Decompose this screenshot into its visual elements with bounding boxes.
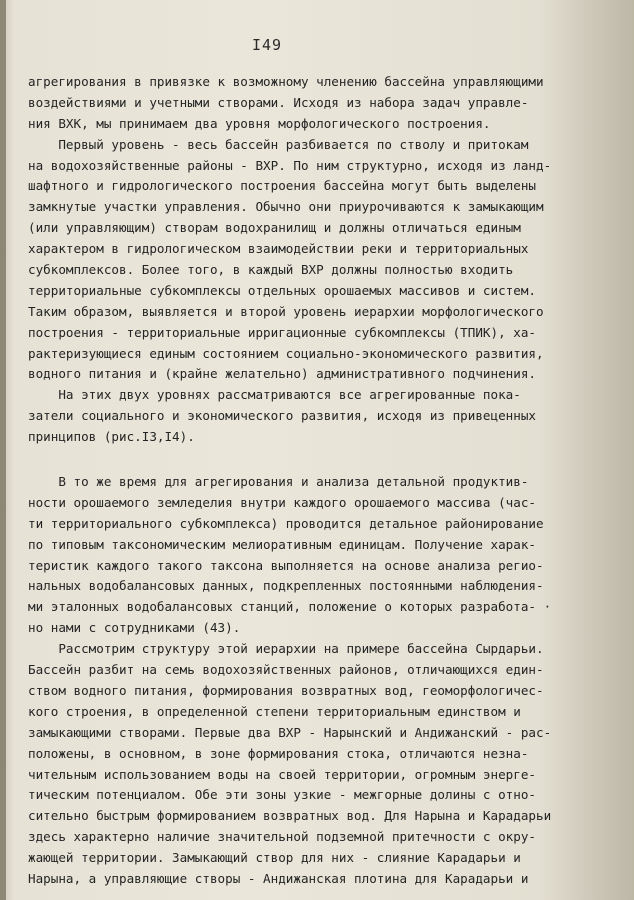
text-line: принципов (рис.I3,I4). [28,429,195,445]
page-edge-shadow [0,0,6,900]
text-line: но нами с сотрудниками (43). [28,620,241,636]
text-line: характером в гидрологическом взаимодействии реки и территориальных [28,241,529,257]
text-line: жающей территории. Замыкающий створ для них - слияние Карадарьи и [28,850,521,866]
text-line: нальных водобалансовых данных, подкрепленных постоянными наблюдения- [28,578,544,594]
text-line: (или управляющим) створам водохранилищ и должны отличаться единым [28,220,521,236]
paragraph [28,639,618,890]
text-line: замыкающими створами. Первые два ВХР - Нарынский и Андижанский - рас- [28,724,552,740]
text-line: водного питания и (крайне желательно) административного подчинения. [28,366,536,382]
paragraph-gap [28,448,618,472]
text-line: положены, в основном, в зоне формирования стока, отличаются незна- [28,745,529,761]
text-line: здесь характерно наличие значительной подземной притечности с окру- [28,829,536,845]
text-line: на водохозяйственные районы - ВХР. По ним структурно, исходя из ланд- [28,157,552,173]
text-line: воздействиями и учетными створами. Исходя из набора задач управле- [28,94,529,110]
text-line: сительно быстрым формированием возвратных вод. Для Нарына и Карадарьи [28,808,552,824]
text-line: ми эталонных водобалансовых станций, положение о которых разработа- · [28,599,552,615]
text-line: затели социального и экономического развития, исходя из привеценных [28,408,536,424]
text-line: Первый уровень - весь бассейн разбивается по стволу и притокам [28,136,529,152]
text-line: В то же время для агрегирования и анализа детальной продуктив- [28,474,529,490]
text-line: На этих двух уровнях рассматриваются все агрегированные пока- [28,387,521,403]
text-line: тическим потенциалом. Обе эти зоны узкие - межгорные долины с отно- [28,787,536,803]
text-line: по типовым таксономическим мелиоративным единицам. Получение харак- [28,536,536,552]
text-line: территориальные субкомплексы отдельных орошаемых массивов и систем. [28,282,536,298]
paragraph [28,385,618,448]
text-line: агрегирования в привязке к возможному членению бассейна управляющими [28,74,544,89]
paragraph [28,472,618,639]
body-text [28,72,618,890]
text-line: рактеризующиеся единым состоянием социально-экономического развития, [28,345,544,361]
text-line: ности орошаемого земледелия внутри каждого орошаемого массива (час- [28,494,536,510]
text-line: замкнутые участки управления. Обычно они приурочиваются к замыкающим [28,199,544,215]
text-line: Рассмотрим структуру этой иерархии на примере бассейна Сырдарьи. [28,641,544,657]
text-line: субкомплексов. Более того, в каждый ВХР должны полностью входить [28,262,514,278]
paragraph [28,135,618,386]
text-line: Бассейн разбит на семь водохозяйственных районов, отличающихся един- [28,662,544,678]
text-line: Таким образом, выявляется и второй уровень иерархии морфологического [28,303,544,319]
text-line: шафтного и гидрологического построения бассейна могут быть выделены [28,178,536,194]
text-line: кого строения, в определенной степени территориальным единством и [28,703,521,719]
text-line: теристик каждого такого таксона выполняется на основе анализа регио- [28,557,544,573]
text-line: ти территориального субкомплекса) проводится детальное районирование [28,515,544,531]
text-line: Нарына, а управляющие створы - Андижанская плотина для Карадарьи и [28,870,529,886]
paragraph [28,72,618,135]
text-line: чительным использованием воды на своей территории, огромным энерге- [28,766,536,782]
page-number: I49 [252,36,283,54]
text-line: построения - территориальные ирригационные субкомплексы (ТПИК), ха- [28,324,536,340]
text-line: ством водного питания, формирования возвратных вод, геоморфологичес- [28,682,544,698]
text-line: ния ВХК, мы принимаем два уровня морфологического построения. [28,115,491,131]
